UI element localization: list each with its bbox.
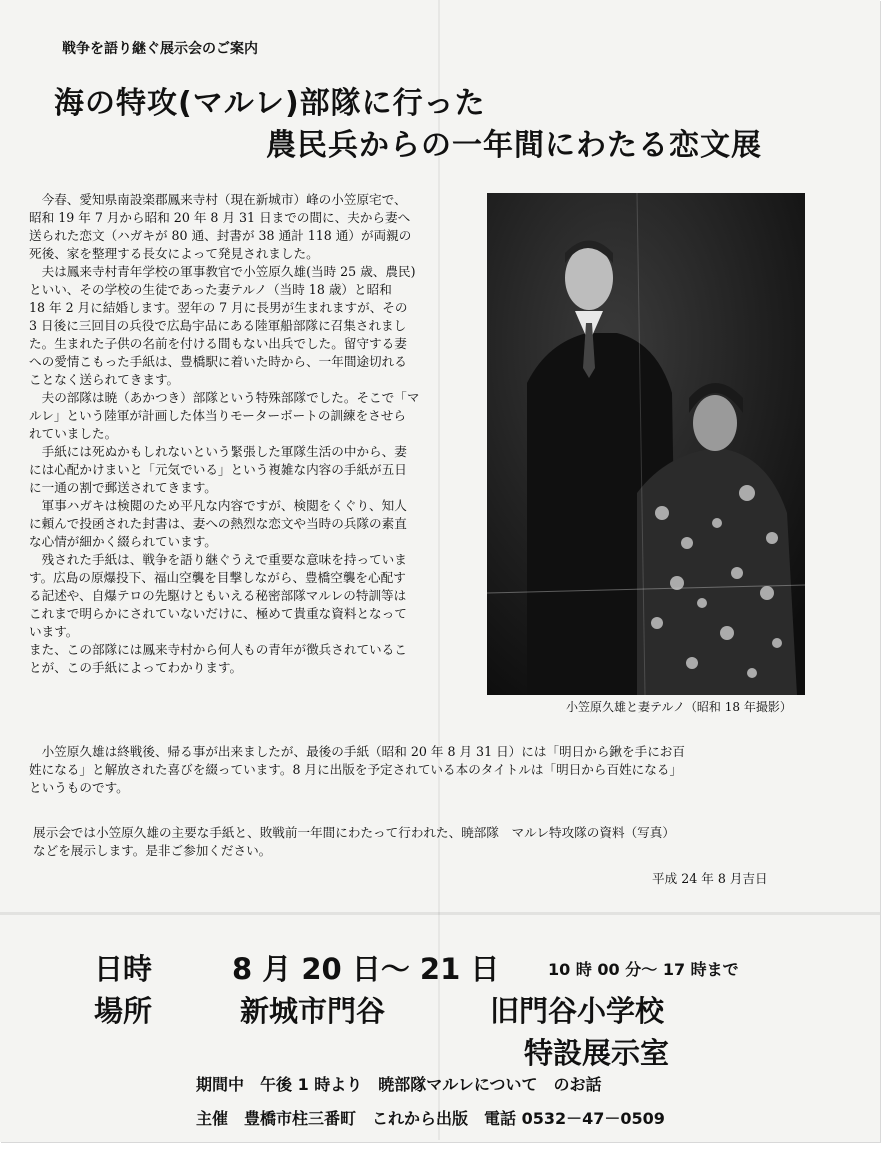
organizer-contact: 主催 豊橋市柱三番町 これから出版 電話 0532－47－0509 <box>196 1109 665 1128</box>
text-line: な心情が細かく綴られています。 <box>29 534 217 549</box>
event-hours: 10 時 00 分〜 17 時まで <box>548 960 739 979</box>
text-line: 夫は鳳来寺村青年学校の軍事教官で小笠原久雄(当時 25 歳、農民) <box>29 264 416 279</box>
text-line: これまで明らかにされていないだけに、極めて貴重な資料となって <box>29 606 407 621</box>
text-line: また、この部隊には鳳来寺村から何人もの青年が徴兵されているこ <box>29 642 407 657</box>
text-line: といい、その学校の生徒であった妻テルノ（当時 18 歳）と昭和 <box>29 282 392 297</box>
exhibition-subtitle: 戦争を語り継ぐ展示会のご案内 <box>62 41 258 57</box>
event-dates: 8 月 20 日〜 21 日 <box>232 952 500 986</box>
venue-city: 新城市門谷 <box>240 994 386 1028</box>
text-line: 小笠原久雄は終戦後、帰る事が出来ましたが、最後の手紙（昭和 20 年 8 月 31 日）には「明日から鍬を手にお百 <box>29 744 685 759</box>
text-line: 展示会では小笠原久雄の主要な手紙と、敗戦前一年間にわたって行われた、暁部隊 マルレ特攻隊の資料（写真） <box>33 825 675 840</box>
text-line: というものです。 <box>29 780 129 795</box>
photo-caption: 小笠原久雄と妻テルノ（昭和 18 年撮影） <box>566 700 792 714</box>
text-line: 3 日後に三回目の兵役で広島宇品にある陸軍船部隊に召集されまし <box>29 318 407 333</box>
title-line-1: 海の特攻(マルレ)部隊に行った <box>54 86 486 121</box>
place-label: 場所 <box>94 994 153 1028</box>
venue-room: 特設展示室 <box>524 1036 670 1070</box>
text-line: には心配かけまいと「元気でいる」という複雑な内容の手紙が五日 <box>29 462 407 477</box>
text-line: 18 年 2 月に結婚します。翌年の 7 月に長男が生まれますが、その <box>29 300 408 315</box>
text-line: に一通の割で郵送されてきます。 <box>29 480 217 495</box>
date-label: 日時 <box>94 952 153 986</box>
text-line: 今春、愛知県南設楽郡鳳来寺村（現在新城市）峰の小笠原宅で、 <box>29 192 407 207</box>
fold-crease-horizontal <box>0 912 880 915</box>
photo-image <box>487 193 805 695</box>
text-line: 死後、家を整理する長女によって発見されました。 <box>29 246 319 261</box>
text-line: ことなく送られてきます。 <box>29 372 180 387</box>
text-line: 軍事ハガキは検閲のため平凡な内容ですが、検閲をくぐり、知人 <box>29 498 407 513</box>
text-line: る記述や、自爆テロの先駆けともいえる秘密部隊マルレの特訓等は <box>29 588 407 603</box>
text-line: などを展示します。是非ご参加ください。 <box>33 843 272 858</box>
issue-date: 平成 24 年 8 月吉日 <box>652 871 768 886</box>
text-line: 手紙には死ぬかもしれないという緊張した軍隊生活の中から、妻 <box>29 444 407 459</box>
title-line-2: 農民兵からの一年間にわたる恋文展 <box>266 128 762 163</box>
text-line: に頼んで投函された封書は、妻への熱烈な恋文や当時の兵隊の素直 <box>29 516 407 531</box>
venue-name: 旧門谷小学校 <box>490 994 665 1028</box>
couple-photograph <box>487 193 805 695</box>
text-line: す。広島の原爆投下、福山空襲を目撃しながら、豊橋空襲を心配す <box>29 570 406 585</box>
talk-schedule: 期間中 午後 1 時より 暁部隊マルレについて のお話 <box>196 1075 602 1094</box>
text-line: 夫の部隊は暁（あかつき）部隊という特殊部隊でした。そこで「マ <box>29 390 420 405</box>
text-line: 残された手紙は、戦争を語り継ぐうえで重要な意味を持っていま <box>29 552 407 567</box>
text-line: た。生まれた子供の名前を付ける間もない出兵でした。留守する妻 <box>29 336 407 351</box>
text-line: います。 <box>29 624 79 639</box>
text-line: とが、この手紙によってわかります。 <box>29 660 243 675</box>
text-line: 姓になる」と解放された喜びを綴っています。8 月に出版を予定されている本のタイトルは「明日から百姓になる」 <box>29 762 683 777</box>
text-line: れていました。 <box>29 426 118 441</box>
text-line: 昭和 19 年 7 月から昭和 20 年 8 月 31 日までの間に、夫から妻へ <box>29 210 411 225</box>
text-line: ルレ」という陸軍が計画した体当りモーターボートの訓練をさせら <box>29 408 406 423</box>
text-line: への愛情こもった手紙は、豊橋駅に着いた時から、一年間途切れる <box>29 354 407 369</box>
text-line: 送られた恋文（ハガキが 80 通、封書が 38 通計 118 通）が両親の <box>29 228 412 243</box>
